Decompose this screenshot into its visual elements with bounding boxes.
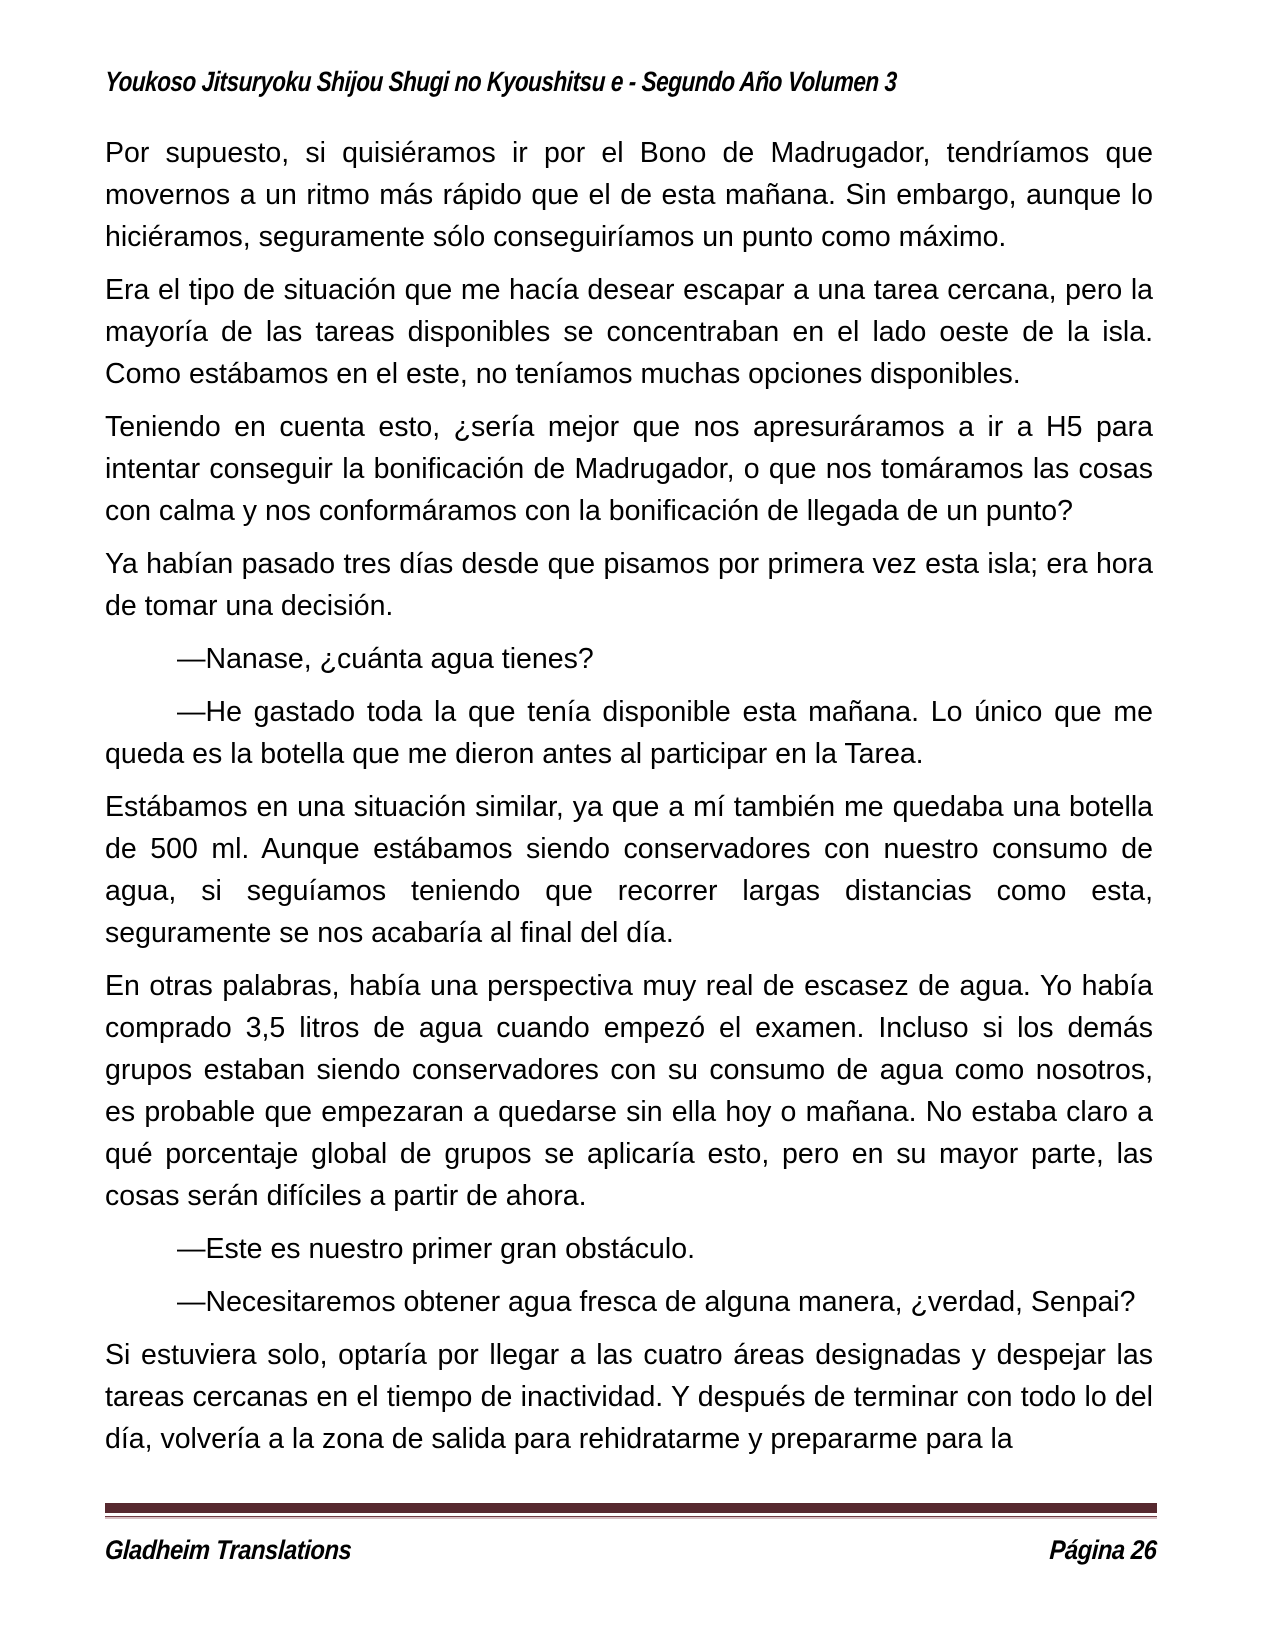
- footer-divider-thick-line: [105, 1503, 1157, 1513]
- page-footer: [105, 1503, 1157, 1566]
- dialogue-paragraph: —He gastado toda la que tenía disponible esta mañana. Lo único que me queda es la botella que me dieron antes al participar en la Tarea.: [105, 696, 1153, 770]
- footer-divider-thin-line: [105, 1516, 1157, 1519]
- paragraph: Por supuesto, si quisiéramos ir por el Bono de Madrugador, tendríamos que movernos a un ritmo más rápido que el de esta mañana. Sin embargo, aunque lo hiciéramos, seguramente sólo conseguiríamos un punto como máximo.: [105, 137, 1153, 253]
- footer-divider: [105, 1503, 1157, 1519]
- page-title: Youkoso Jitsuryoku Shijou Shugi no Kyoushitsu e - Segundo Año Volumen 3: [104, 66, 898, 97]
- footer-translator-credit: Gladheim Translations: [104, 1535, 353, 1565]
- paragraph: Ya habían pasado tres días desde que pisamos por primera vez esta isla; era hora de tomar una decisión.: [105, 548, 1153, 622]
- dialogue-paragraph: —Necesitaremos obtener agua fresca de alguna manera, ¿verdad, Senpai?: [177, 1286, 1136, 1318]
- paragraph: Si estuviera solo, optaría por llegar a las cuatro áreas designadas y despejar las tareas cercanas en el tiempo de inactividad. Y después de terminar con todo lo del día, volvería a la zona de salida para rehidratarme y prepararme para la: [105, 1339, 1153, 1455]
- dialogue-paragraph: —Este es nuestro primer gran obstáculo.: [177, 1233, 695, 1265]
- page-header: [105, 66, 1157, 98]
- dialogue-paragraph: —Nanase, ¿cuánta agua tienes?: [177, 643, 594, 675]
- paragraph: Estábamos en una situación similar, ya que a mí también me quedaba una botella de 500 ml. Aunque estábamos siendo conservadores con nuestro consumo de agua, si seguíamos teniendo que recorrer largas distancias como esta, seguramente se nos acabaría al final del día.: [105, 791, 1153, 949]
- body-text: [105, 132, 1153, 1471]
- paragraph: Teniendo en cuenta esto, ¿sería mejor que nos apresuráramos a ir a H5 para intentar conseguir la bonificación de Madrugador, o que nos tomáramos las cosas con calma y nos conformáramos con la bonificación de llegada de un punto?: [105, 411, 1153, 527]
- page-number: Página 26: [1049, 1535, 1158, 1565]
- footer-row: [105, 1535, 1157, 1566]
- paragraph: Era el tipo de situación que me hacía desear escapar a una tarea cercana, pero la mayoría de las tareas disponibles se concentraban en el lado oeste de la isla. Como estábamos en el este, no teníamos muchas opciones disponibles.: [105, 274, 1153, 390]
- paragraph: En otras palabras, había una perspectiva muy real de escasez de agua. Yo había comprado 3,5 litros de agua cuando empezó el examen. Incluso si los demás grupos estaban siendo conservadores con su consumo de agua como nosotros, es probable que empezaran a quedarse sin ella hoy o mañana. No estaba claro a qué porcentaje global de grupos se aplicaría esto, pero en su mayor parte, las cosas serán difíciles a partir de ahora.: [105, 970, 1153, 1212]
